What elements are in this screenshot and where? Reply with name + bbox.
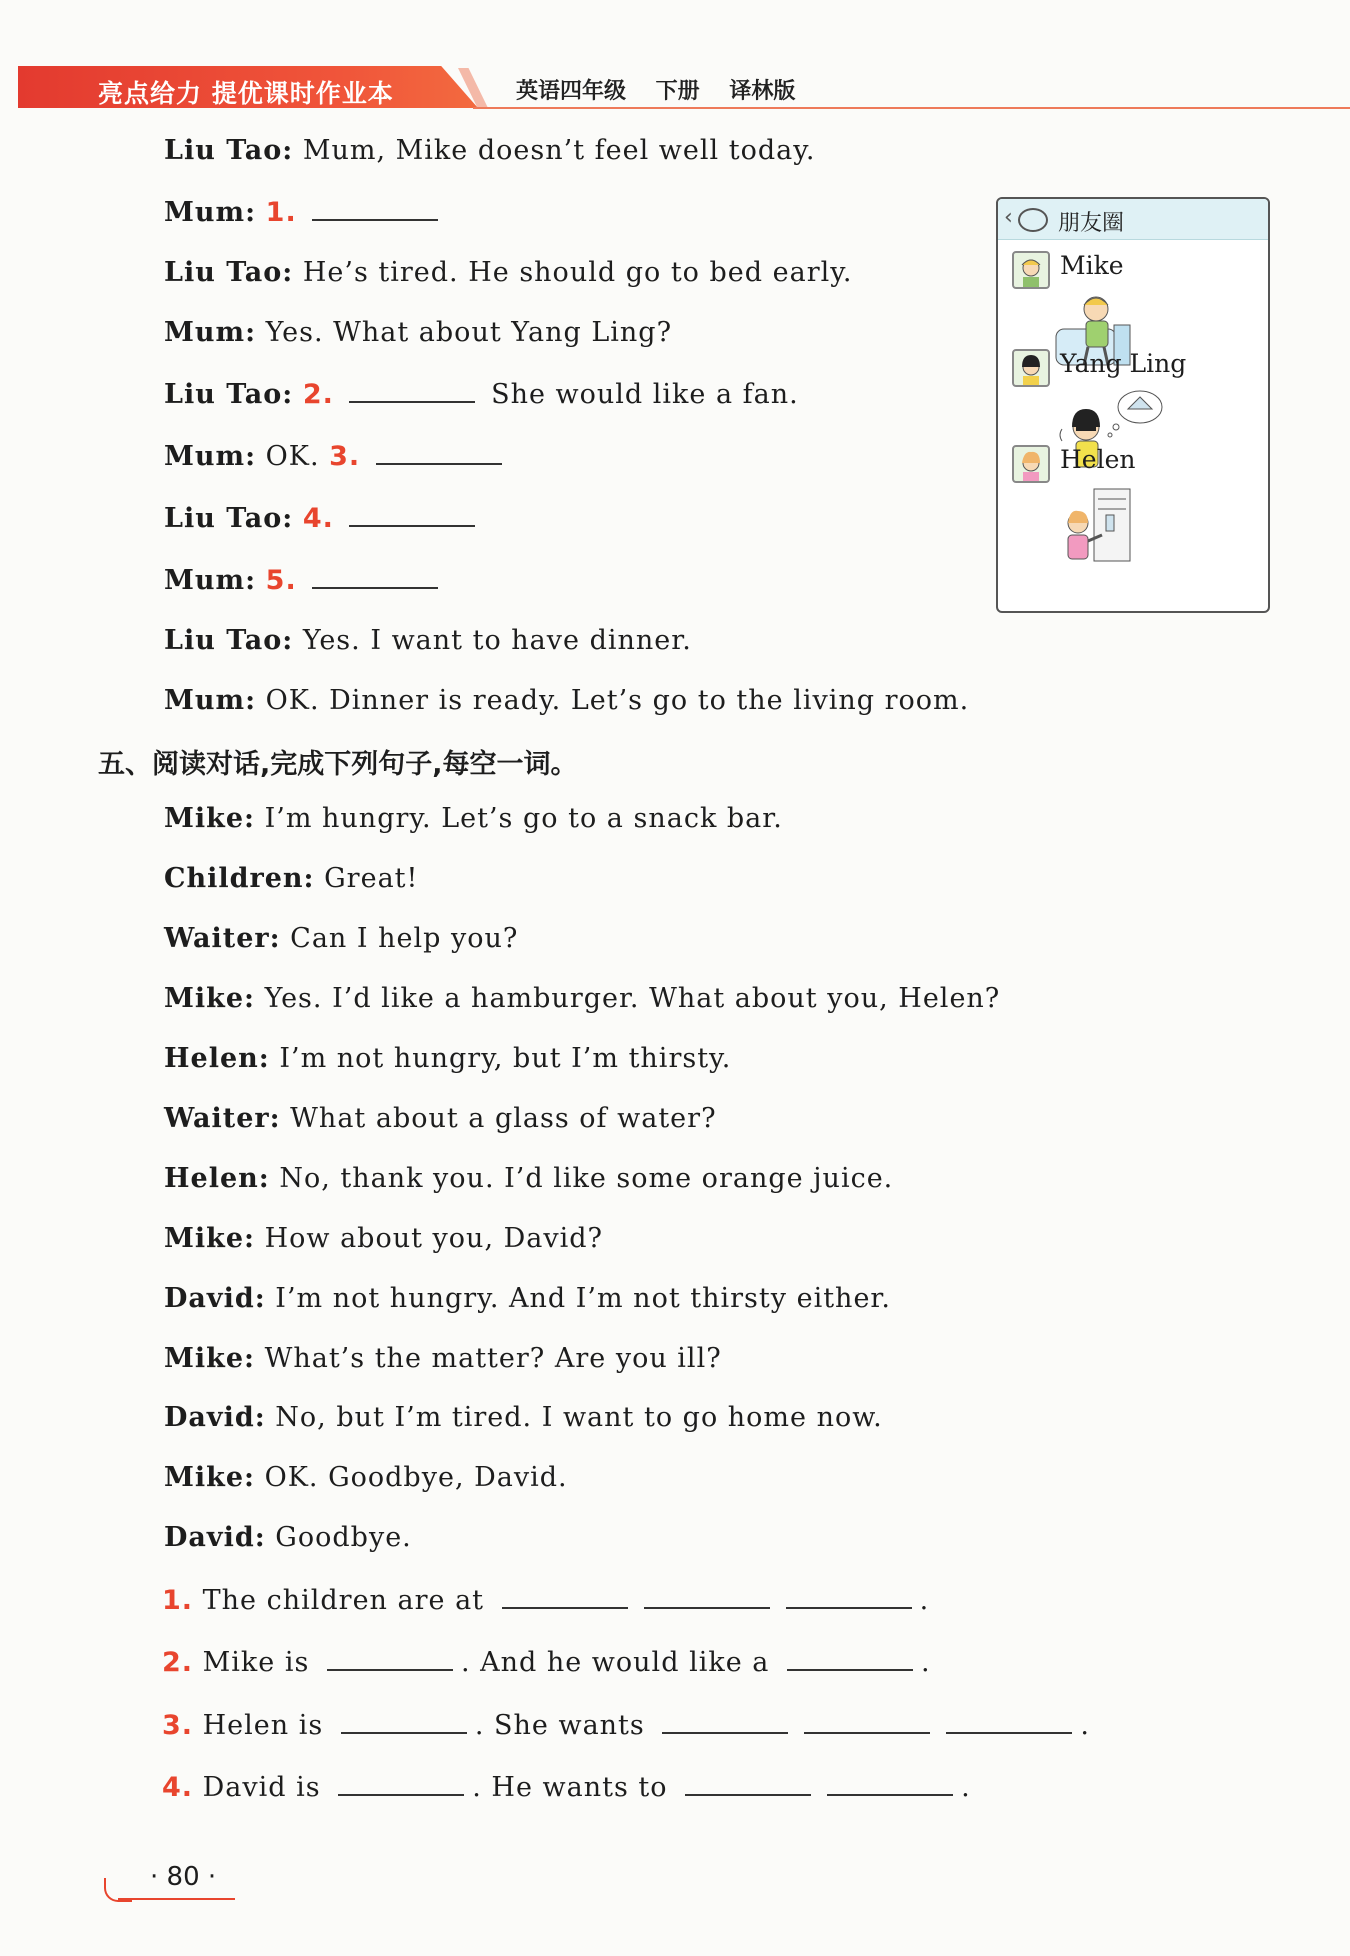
dialogue-line xyxy=(164,441,508,472)
answer-blank[interactable] xyxy=(338,1772,464,1796)
answer-blank[interactable] xyxy=(827,1772,953,1796)
line-text: Yes. I’d like a hamburger. What about you, Helen? xyxy=(264,983,1001,1014)
helen-drink-illustration xyxy=(1056,485,1136,569)
answer-blank[interactable] xyxy=(349,379,475,403)
page-header xyxy=(18,64,1334,110)
question-number: 4. xyxy=(302,503,334,534)
question-text: Mike is xyxy=(202,1647,310,1678)
friend-name: Helen xyxy=(1060,445,1136,474)
answer-blank[interactable] xyxy=(502,1585,628,1609)
speaker: Helen: xyxy=(164,1043,270,1074)
speaker: David: xyxy=(164,1402,266,1433)
dialogue-line xyxy=(164,863,418,894)
speaker: Mum: xyxy=(164,565,257,596)
dialogue-line xyxy=(164,1283,891,1314)
speaker: Mum: xyxy=(164,441,257,472)
speaker: Mike: xyxy=(164,1462,255,1493)
line-text: Can I help you? xyxy=(290,923,519,954)
speaker: Mike: xyxy=(164,803,255,834)
line-text: Yes. I want to have dinner. xyxy=(302,625,692,656)
question-item xyxy=(162,1647,931,1678)
line-text: Mum, Mike doesn’t feel well today. xyxy=(302,135,816,166)
speaker: Waiter: xyxy=(164,923,281,954)
question-text: . He wants to xyxy=(472,1772,668,1803)
dialogue-line xyxy=(164,379,799,410)
line-text: She would like a fan. xyxy=(491,379,799,410)
answer-blank[interactable] xyxy=(349,503,475,527)
speaker: Mike: xyxy=(164,1343,255,1374)
dialogue-line xyxy=(164,923,518,954)
speaker: David: xyxy=(164,1522,266,1553)
question-number: 4. xyxy=(162,1772,194,1803)
question-text: . xyxy=(1080,1710,1090,1741)
dialogue-line xyxy=(164,197,444,228)
answer-blank[interactable] xyxy=(376,441,502,465)
answer-blank[interactable] xyxy=(787,1647,913,1671)
dialogue-line xyxy=(164,1343,722,1374)
line-text: OK. xyxy=(265,441,320,472)
speaker: Children: xyxy=(164,863,315,894)
dialogue-line xyxy=(164,1163,893,1194)
dialogue-line xyxy=(164,1103,717,1134)
question-text: . xyxy=(920,1647,931,1678)
line-text: No, thank you. I’d like some orange juice. xyxy=(279,1163,894,1194)
speaker: Liu Tao: xyxy=(164,257,294,288)
speaker: Waiter: xyxy=(164,1103,281,1134)
answer-blank[interactable] xyxy=(312,197,438,221)
dialogue-line xyxy=(164,625,692,656)
line-text: I’m not hungry, but I’m thirsty. xyxy=(279,1043,732,1074)
dialogue-line xyxy=(164,685,969,716)
chat-bubble-icon xyxy=(1018,208,1048,232)
dialogue-line xyxy=(164,317,672,348)
line-text: Yes. What about Yang Ling? xyxy=(265,317,673,348)
question-text: . xyxy=(961,1772,971,1803)
line-text: He’s tired. He should go to bed early. xyxy=(302,257,853,288)
line-text: OK. Goodbye, David. xyxy=(264,1462,568,1493)
speaker: Mum: xyxy=(164,197,257,228)
moments-header xyxy=(998,199,1268,240)
question-number: 1. xyxy=(265,197,297,228)
question-text: . She wants xyxy=(474,1710,645,1741)
line-text: I’m not hungry. And I’m not thirsty either. xyxy=(275,1283,891,1314)
speaker: Liu Tao: xyxy=(164,379,294,410)
dialogue-line xyxy=(164,503,481,534)
question-number: 2. xyxy=(162,1647,194,1678)
line-text: Great! xyxy=(324,863,419,894)
dialogue-line xyxy=(164,135,815,166)
answer-blank[interactable] xyxy=(327,1647,453,1671)
avatar xyxy=(1012,349,1050,387)
answer-blank[interactable] xyxy=(341,1710,467,1734)
question-text: The children are at xyxy=(202,1585,485,1616)
line-text: What about a glass of water? xyxy=(290,1103,717,1134)
friend-name: Yang Ling xyxy=(1060,349,1187,378)
answer-blank[interactable] xyxy=(312,565,438,589)
speaker: Mum: xyxy=(164,317,257,348)
dialogue-line xyxy=(164,565,444,596)
question-item xyxy=(162,1585,929,1616)
speaker: Mum: xyxy=(164,685,257,716)
answer-blank[interactable] xyxy=(946,1710,1072,1734)
avatar xyxy=(1012,251,1050,289)
book-title: 亮点给力 提优课时作业本 xyxy=(98,79,394,108)
line-text: OK. Dinner is ready. Let’s go to the living room. xyxy=(265,685,970,716)
answer-blank[interactable] xyxy=(685,1772,811,1796)
speaker: Mike: xyxy=(164,983,255,1014)
back-chevron-icon: ‹ xyxy=(1004,205,1013,230)
question-text: David is xyxy=(202,1772,321,1803)
dialogue-line xyxy=(164,803,783,834)
answer-blank[interactable] xyxy=(662,1710,788,1734)
question-item xyxy=(162,1710,1090,1741)
friend-name: Mike xyxy=(1060,251,1124,280)
line-text: Goodbye. xyxy=(275,1522,412,1553)
footer-rule xyxy=(118,1898,235,1900)
book-subtitle: 英语四年级 下册 译林版 xyxy=(516,79,796,104)
line-text: No, but I’m tired. I want to go home now. xyxy=(275,1402,883,1433)
question-number: 2. xyxy=(302,379,334,410)
line-text: How about you, David? xyxy=(264,1223,604,1254)
question-number: 5. xyxy=(265,565,297,596)
dialogue-line xyxy=(164,1522,412,1553)
dialogue-line xyxy=(164,1043,731,1074)
answer-blank[interactable] xyxy=(644,1585,770,1609)
dialogue-line xyxy=(164,983,1000,1014)
header-rule xyxy=(473,107,1350,109)
speaker: Mike: xyxy=(164,1223,255,1254)
question-number: 3. xyxy=(162,1710,194,1741)
question-item xyxy=(162,1772,971,1803)
page-number: · 80 · xyxy=(150,1862,217,1892)
dialogue-line xyxy=(164,257,853,288)
speaker: David: xyxy=(164,1283,266,1314)
question-number: 1. xyxy=(162,1585,194,1616)
answer-blank[interactable] xyxy=(804,1710,930,1734)
avatar xyxy=(1012,445,1050,483)
speaker: Liu Tao: xyxy=(164,135,294,166)
line-text: I’m hungry. Let’s go to a snack bar. xyxy=(264,803,783,834)
moments-title: 朋友圈 xyxy=(1058,211,1125,236)
speaker: Helen: xyxy=(164,1163,270,1194)
dialogue-line xyxy=(164,1462,568,1493)
dialogue-line xyxy=(164,1402,883,1433)
question-text: . xyxy=(919,1585,930,1616)
answer-blank[interactable] xyxy=(786,1585,912,1609)
line-text: What’s the matter? Are you ill? xyxy=(264,1343,722,1374)
speaker: Liu Tao: xyxy=(164,625,294,656)
question-number: 3. xyxy=(329,441,361,472)
speaker: Liu Tao: xyxy=(164,503,294,534)
question-text: . And he would like a xyxy=(460,1647,770,1678)
dialogue-line xyxy=(164,1223,603,1254)
moments-panel xyxy=(996,197,1270,613)
question-text: Helen is xyxy=(202,1710,324,1741)
section-title: 五、阅读对话,完成下列句子,每空一词。 xyxy=(98,749,578,780)
